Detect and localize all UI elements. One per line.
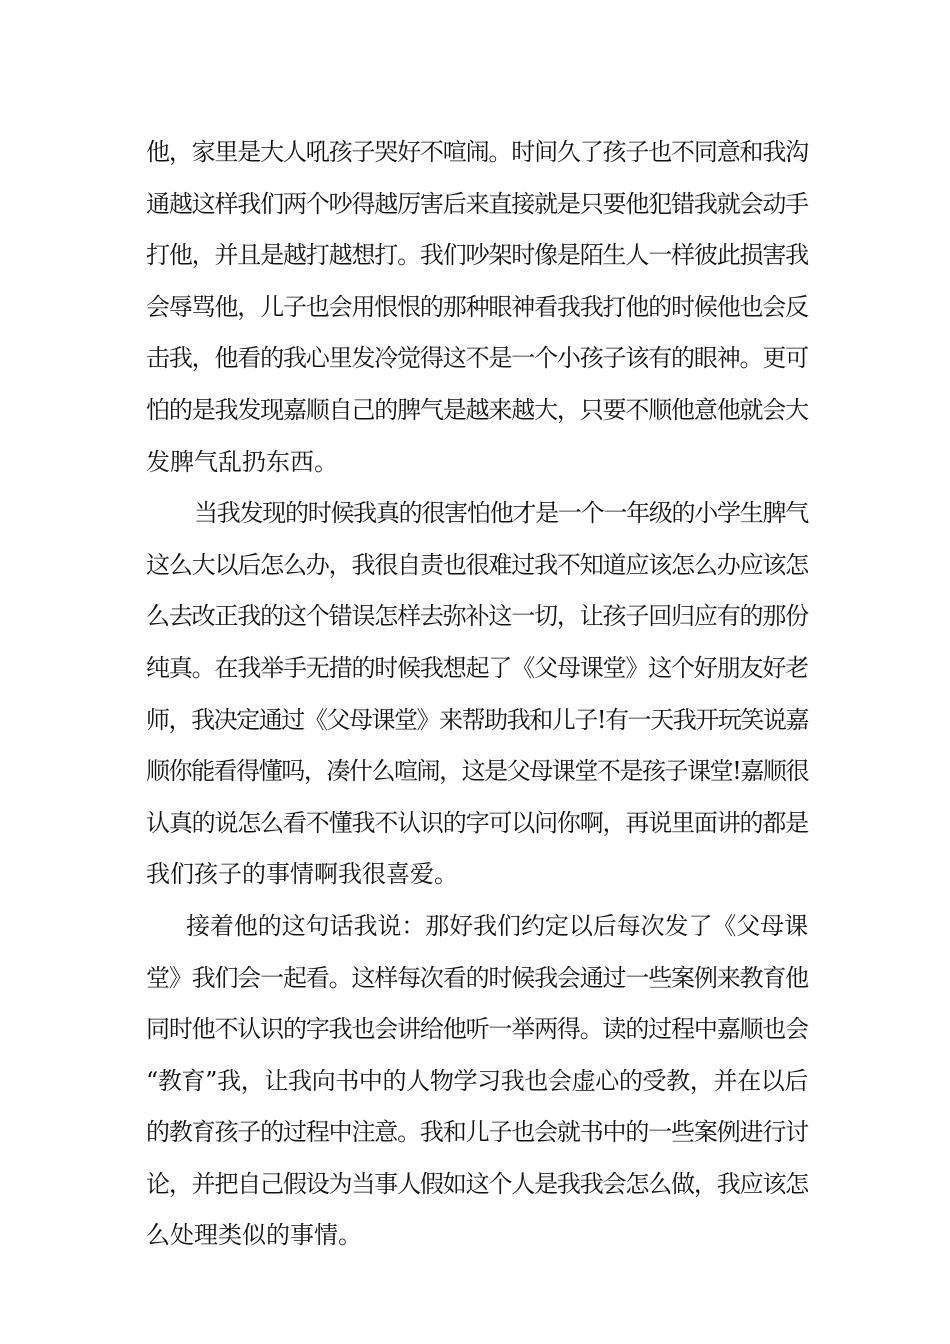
text-line: 同时他不认识的字我也会讲给他听一举两得。读的过程中嘉顺也会 <box>146 1015 809 1044</box>
text-line: 他，家里是大人吼孩子哭好不喧闹。时间久了孩子也不同意和我沟 <box>146 138 809 166</box>
text-line: 顺你能看得懂吗，凑什么喧闹，这是父母课堂不是孩子课堂!嘉顺很 <box>146 757 808 786</box>
text-line: 这么大以后怎么办，我很自责也很难过我不知道应该怎么办应该怎 <box>146 550 809 579</box>
paragraph-1 <box>146 127 808 488</box>
paragraph-2 <box>146 488 808 901</box>
text-line: 发脾气乱扔东西。 <box>146 447 338 476</box>
paragraph-3 <box>146 901 808 1262</box>
text-line: 师，我决定通过《父母课堂》来帮助我和儿子!有一天我开玩笑说嘉 <box>146 705 808 734</box>
text-line: 么去改正我的这个错误怎样去弥补这一切，让孩子回归应有的那份 <box>146 602 809 631</box>
text-line: 接着他的这句话我说：那好我们约定以后每次发了《父母课 <box>186 911 809 940</box>
text-line: 通越这样我们两个吵得越厉害后来直接就是只要他犯错我就会动手 <box>146 189 809 218</box>
text-line: 我们孩子的事情啊我很喜爱。 <box>146 860 458 889</box>
text-line: 么处理类似的事情。 <box>146 1221 362 1250</box>
text-line: 击我，他看的我心里发冷觉得这不是一个小孩子该有的眼神。更可 <box>146 344 809 373</box>
text-line: 会辱骂他，儿子也会用恨恨的那种眼神看我我打他的时候他也会反 <box>146 292 809 321</box>
text-line: 认真的说怎么看不懂我不认识的字可以问你啊，再说里面讲的都是 <box>146 808 809 837</box>
text-line: “教育”我，让我向书中的人物学习我也会虚心的受教，并在以后 <box>146 1066 808 1095</box>
text-line: 纯真。在我举手无措的时候我想起了《父母课堂》这个好朋友好老 <box>146 653 809 682</box>
text-line: 怕的是我发现嘉顺自己的脾气是越来越大，只要不顺他意他就会大 <box>146 395 809 424</box>
body-text <box>146 127 808 1262</box>
text-line: 论，并把自己假设为当事人假如这个人是我我会怎么做，我应该怎 <box>146 1169 809 1198</box>
text-line: 当我发现的时候我真的很害怕他才是一个一年级的小学生脾气 <box>194 499 809 528</box>
text-line: 打他，并且是越打越想打。我们吵架时像是陌生人一样彼此损害我 <box>146 241 809 270</box>
text-line: 堂》我们会一起看。这样每次看的时候我会通过一些案例来教育他 <box>146 963 809 992</box>
text-line: 的教育孩子的过程中注意。我和儿子也会就书中的一些案例进行讨 <box>146 1118 809 1147</box>
